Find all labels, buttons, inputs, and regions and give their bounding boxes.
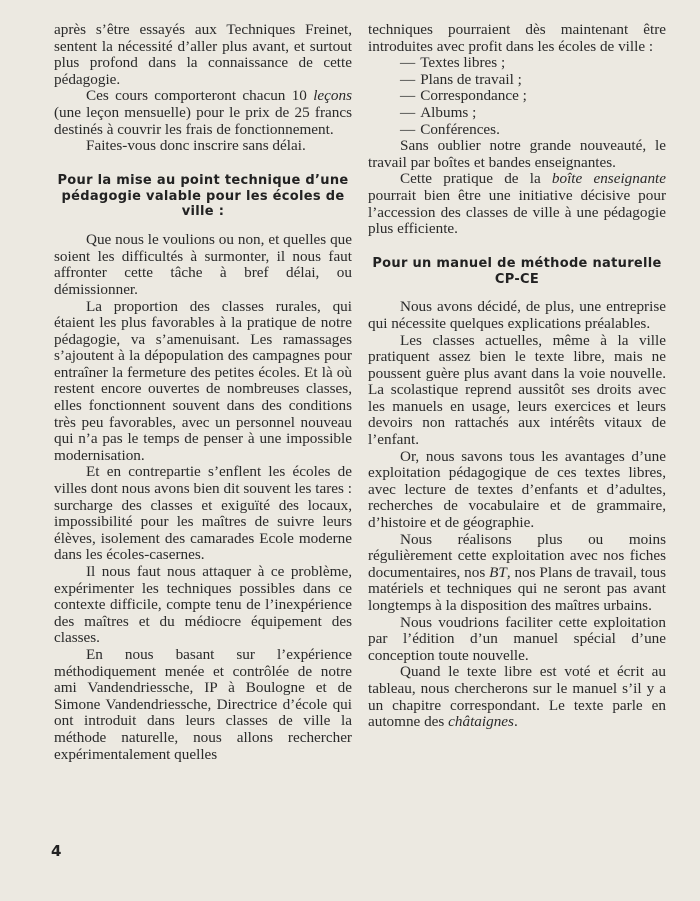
italic-text: BT xyxy=(489,563,507,581)
list-item-label: Correspondance ; xyxy=(420,87,527,105)
paragraph: Faites-vous donc inscrire sans délai. xyxy=(86,137,306,155)
paragraph: après s’être essayés aux Techniques Freinet, sentent la nécessité d’aller plus avant, et surtout plus profond dans la connaissance de cette pédagogie. xyxy=(54,21,352,88)
dash: — xyxy=(400,103,416,121)
dash: — xyxy=(400,54,416,72)
paragraph: Nous voudrions faciliter cette exploitation par l’édition d’un manuel spécial d’une conception toute nouvelle. xyxy=(368,613,666,664)
paragraph xyxy=(368,664,666,730)
list-item xyxy=(400,72,666,89)
list-item xyxy=(400,122,666,139)
text-run: , nos Plans de travail, tous matériels et techniques qui ne seront pas avant longtemps à la disposition des maîtres urbains. xyxy=(368,563,666,614)
page-number: 4 xyxy=(51,842,62,860)
paragraph: Que nous le voulions ou non, et quelles que soient les difficultés à surmonter, il nous faut affronter cette tâche à bref délai, ou démissionner. xyxy=(54,231,352,298)
section-heading: Pour la mise au point technique d’une pédagogie valable pour les écoles de ville : xyxy=(57,172,349,220)
list-item xyxy=(400,88,666,105)
text-run: Nous réalisons plus ou moins régulièrement cette exploitation avec nos fiches documentaires, nos xyxy=(368,530,666,581)
paragraph xyxy=(368,532,666,615)
paragraph: Les classes actuelles, même à la ville pratiquent assez bien le texte libre, mais ne poussent guère plus avant dans la voie nouvelle. La scolastique reprend aussitôt ses droits avec les manuels en usage, leurs exercices et leurs devoirs non rattachés aux intérêts vitaux de l’enfant. xyxy=(368,331,666,449)
list-item xyxy=(400,105,666,122)
text-run: . xyxy=(513,713,518,731)
right-column xyxy=(368,22,666,731)
italic-text: leçons xyxy=(313,87,352,105)
text-run: Cette pratique de la xyxy=(400,170,552,188)
list-item-label: Plans de travail ; xyxy=(420,70,522,88)
column-divider xyxy=(359,20,360,820)
paragraph: Il nous faut nous attaquer à ce problème, expérimenter les techniques possibles dans ce contexte difficile, compte tenu de l’inexpérience des maîtres et du médiocre équipement des classes. xyxy=(54,563,352,647)
paragraph: Et en contrepartie s’enflent les écoles de villes dont nous avons bien dit souvent les tares : surcharge des classes et exiguïté des locaux, impossibilité pour les maîtres de suivre leurs élèves, isolement des camarades Ecole moderne dans les écoles-casernes. xyxy=(54,463,352,564)
paragraph xyxy=(368,171,666,237)
italic-text: châtaignes xyxy=(448,713,514,731)
paragraph: techniques pourraient dès maintenant être introduites avec profit dans les écoles de ville : xyxy=(368,21,666,55)
list-item xyxy=(400,55,666,72)
list-item-label: Albums ; xyxy=(420,103,477,121)
text-run: Ces cours comporteront chacun 10 xyxy=(86,87,314,105)
paragraph: Sans oublier notre grande nouveauté, le travail par boîtes et bandes enseignantes. xyxy=(368,137,666,171)
paragraph: Nous avons décidé, de plus, une entreprise qui nécessite quelques explications préalables. xyxy=(368,298,666,332)
text-run: pourrait bien être une initiative décisive pour l’accession des classes de ville à une pédagogie plus efficiente. xyxy=(368,186,666,238)
paragraph: La proportion des classes rurales, qui étaient les plus favorables à la pratique de notre pédagogie, va s’amenuisant. Les ramassages s’ajoutent à la dépopulation des campagnes pour entraîner la fermeture des petites écoles. Et là où restent encore ouvertes de nombreuses classes, elles fonctionnent souvent dans des conditions très peu favorables, avec un personnel nouveau qui n’a pas le temps de penser à une impossible modernisation. xyxy=(54,297,352,464)
paragraph xyxy=(54,88,352,138)
paragraph: En nous basant sur l’expérience méthodiquement menée et contrôlée de notre ami Vandendriessche, IP à Boulogne et de Simone Vandendriessche, Directrice d’école qui ont introduit dans leurs classes de ville la méthode naturelle, nous allons rechercher expérimentalement quelles xyxy=(54,645,352,763)
dash: — xyxy=(400,120,416,138)
list-item-label: Textes libres ; xyxy=(420,54,506,72)
dash: — xyxy=(400,87,416,105)
italic-text: boîte enseignante xyxy=(551,170,666,188)
left-column xyxy=(54,22,352,763)
list-item-label: Conférences. xyxy=(420,120,500,138)
text-run: Quand le texte libre est voté et écrit au tableau, nous chercherons sur le manuel s’il y a un chapitre correspondant. Le texte parle en automne des xyxy=(368,663,666,731)
technique-list xyxy=(368,55,666,138)
paragraph: Or, nous savons tous les avantages d’une exploitation pédagogique de ces textes libres, avec lecture de textes d’enfants et d’adultes, recherches de vocabulaire et de grammaire, d’histoire et de géographie. xyxy=(368,447,666,532)
section-heading: Pour un manuel de méthode naturelle CP-CE xyxy=(372,255,662,287)
dash: — xyxy=(400,70,416,88)
text-run: (une leçon mensuelle) pour le prix de 25 francs destinés à couvrir les frais de fonctionnement. xyxy=(54,103,352,138)
